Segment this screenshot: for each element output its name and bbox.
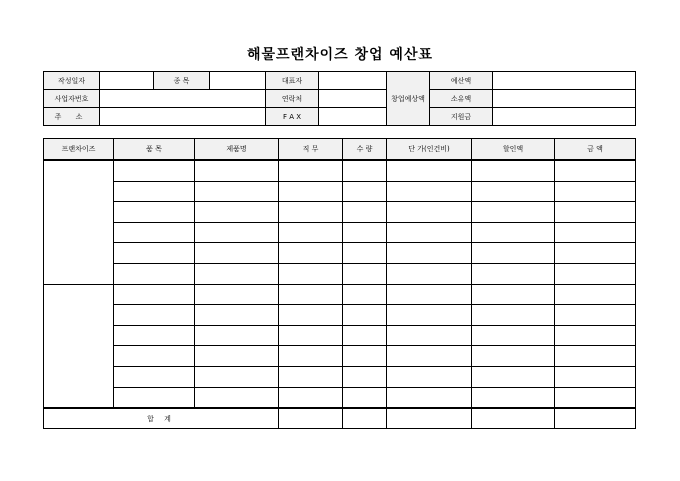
table-cell[interactable] xyxy=(195,346,279,367)
owned-label: 소유액 xyxy=(430,90,493,108)
table-cell[interactable] xyxy=(195,243,279,264)
table-cell[interactable] xyxy=(343,222,387,243)
info-row-3 xyxy=(44,108,636,126)
date-label: 작성일자 xyxy=(44,72,100,90)
table-row xyxy=(44,263,636,284)
table-cell[interactable] xyxy=(279,181,343,202)
table-cell[interactable] xyxy=(472,325,555,346)
table-cell[interactable] xyxy=(472,181,555,202)
table-cell[interactable] xyxy=(195,284,279,305)
table-cell[interactable] xyxy=(343,387,387,408)
table-cell[interactable] xyxy=(279,160,343,181)
sum-cell[interactable] xyxy=(555,408,636,429)
table-row xyxy=(44,243,636,264)
table-cell[interactable] xyxy=(555,243,636,264)
contact-label: 연락처 xyxy=(266,90,319,108)
table-cell[interactable] xyxy=(279,387,343,408)
table-row xyxy=(44,181,636,202)
table-cell[interactable] xyxy=(387,284,472,305)
table-cell[interactable] xyxy=(195,160,279,181)
info-row-2 xyxy=(44,90,636,108)
table-cell[interactable] xyxy=(279,243,343,264)
table-cell[interactable] xyxy=(387,263,472,284)
table-cell[interactable] xyxy=(472,202,555,223)
table-row xyxy=(44,202,636,223)
date-field[interactable] xyxy=(100,72,154,90)
header-discount: 할인액 xyxy=(472,139,555,161)
address-field[interactable] xyxy=(100,108,266,126)
support-label: 지원금 xyxy=(430,108,493,126)
table-cell[interactable] xyxy=(387,366,472,387)
table-cell[interactable] xyxy=(114,243,195,264)
sum-label: 합 계 xyxy=(44,408,279,429)
table-cell[interactable] xyxy=(555,305,636,326)
table-row xyxy=(44,222,636,243)
franchise-cell[interactable] xyxy=(44,160,114,284)
table-cell[interactable] xyxy=(387,181,472,202)
table-cell[interactable] xyxy=(555,346,636,367)
contact-field[interactable] xyxy=(319,90,387,108)
table-cell[interactable] xyxy=(195,263,279,284)
table-cell[interactable] xyxy=(114,305,195,326)
table-cell[interactable] xyxy=(195,181,279,202)
header-franchise: 프랜차이즈 xyxy=(44,139,114,161)
group-1 xyxy=(44,160,636,284)
table-cell[interactable] xyxy=(114,222,195,243)
table-cell[interactable] xyxy=(343,284,387,305)
table-cell[interactable] xyxy=(472,263,555,284)
table-cell[interactable] xyxy=(343,366,387,387)
table-cell[interactable] xyxy=(387,160,472,181)
table-cell[interactable] xyxy=(387,346,472,367)
table-cell[interactable] xyxy=(343,202,387,223)
table-cell[interactable] xyxy=(555,366,636,387)
header-quantity: 수 량 xyxy=(343,139,387,161)
table-row xyxy=(44,160,636,181)
table-cell[interactable] xyxy=(387,387,472,408)
page-title: 해물프랜차이즈 창업 예산표 xyxy=(246,47,434,63)
table-cell[interactable] xyxy=(279,305,343,326)
sum-cell[interactable] xyxy=(472,408,555,429)
header-duty: 직 무 xyxy=(279,139,343,161)
table-cell[interactable] xyxy=(472,222,555,243)
header-item: 품 목 xyxy=(114,139,195,161)
table-cell[interactable] xyxy=(387,243,472,264)
table-cell[interactable] xyxy=(195,366,279,387)
table-cell[interactable] xyxy=(343,325,387,346)
table-cell[interactable] xyxy=(195,202,279,223)
table-cell[interactable] xyxy=(114,160,195,181)
table-cell[interactable] xyxy=(555,387,636,408)
table-cell[interactable] xyxy=(555,284,636,305)
table-cell[interactable] xyxy=(279,325,343,346)
table-cell[interactable] xyxy=(343,346,387,367)
table-cell[interactable] xyxy=(114,181,195,202)
table-row xyxy=(44,387,636,408)
rep-label: 대표자 xyxy=(266,72,319,90)
table-cell[interactable] xyxy=(279,202,343,223)
sum-row xyxy=(44,408,636,429)
table-cell[interactable] xyxy=(114,284,195,305)
table-cell[interactable] xyxy=(472,160,555,181)
fax-field[interactable] xyxy=(319,108,387,126)
table-cell[interactable] xyxy=(555,222,636,243)
expected-label: 창업예상액 xyxy=(387,72,430,126)
table-row xyxy=(44,346,636,367)
table-cell[interactable] xyxy=(387,222,472,243)
table-cell[interactable] xyxy=(279,346,343,367)
table-cell[interactable] xyxy=(555,181,636,202)
table-cell[interactable] xyxy=(472,366,555,387)
header-unit-price: 단 가(인건비) xyxy=(387,139,472,161)
group-2 xyxy=(44,284,636,408)
table-cell[interactable] xyxy=(343,243,387,264)
table-cell[interactable] xyxy=(195,387,279,408)
sum-cell[interactable] xyxy=(387,408,472,429)
sum-cell[interactable] xyxy=(279,408,343,429)
table-cell[interactable] xyxy=(195,305,279,326)
table-cell[interactable] xyxy=(387,325,472,346)
table-cell[interactable] xyxy=(114,387,195,408)
table-cell[interactable] xyxy=(472,387,555,408)
address-label: 주 소 xyxy=(44,108,100,126)
bizno-label: 사업자번호 xyxy=(44,90,100,108)
table-cell[interactable] xyxy=(343,160,387,181)
table-cell[interactable] xyxy=(343,305,387,326)
info-table xyxy=(43,71,636,126)
rep-field[interactable] xyxy=(319,72,387,90)
table-cell[interactable] xyxy=(114,202,195,223)
table-cell[interactable] xyxy=(114,325,195,346)
info-row-1 xyxy=(44,72,636,90)
table-cell[interactable] xyxy=(279,366,343,387)
item-field[interactable] xyxy=(210,72,266,90)
table-cell[interactable] xyxy=(279,222,343,243)
table-row xyxy=(44,325,636,346)
table-cell[interactable] xyxy=(114,346,195,367)
franchise-cell[interactable] xyxy=(44,284,114,408)
table-header-row xyxy=(44,139,636,161)
table-cell[interactable] xyxy=(279,284,343,305)
table-row xyxy=(44,305,636,326)
table-cell[interactable] xyxy=(555,160,636,181)
sum-cell[interactable] xyxy=(343,408,387,429)
table-cell[interactable] xyxy=(195,222,279,243)
table-cell[interactable] xyxy=(387,202,472,223)
table-cell[interactable] xyxy=(472,243,555,264)
table-cell[interactable] xyxy=(472,305,555,326)
table-cell[interactable] xyxy=(555,325,636,346)
item-label: 종 목 xyxy=(154,72,210,90)
budget-label: 예산액 xyxy=(430,72,493,90)
table-cell[interactable] xyxy=(343,181,387,202)
owned-field[interactable] xyxy=(493,90,636,108)
table-row xyxy=(44,366,636,387)
table-row xyxy=(44,284,636,305)
table-cell[interactable] xyxy=(114,263,195,284)
table-cell[interactable] xyxy=(114,366,195,387)
header-product: 제품명 xyxy=(195,139,279,161)
table-cell[interactable] xyxy=(195,325,279,346)
header-amount: 금 액 xyxy=(555,139,636,161)
fax-label: F A X xyxy=(266,108,319,126)
table-cell[interactable] xyxy=(343,263,387,284)
table-cell[interactable] xyxy=(555,202,636,223)
budget-table xyxy=(43,138,636,429)
support-field[interactable] xyxy=(493,108,636,126)
table-cell[interactable] xyxy=(279,263,343,284)
bizno-field[interactable] xyxy=(100,90,266,108)
table-cell[interactable] xyxy=(472,284,555,305)
table-cell[interactable] xyxy=(555,263,636,284)
table-cell[interactable] xyxy=(387,305,472,326)
table-cell[interactable] xyxy=(472,346,555,367)
budget-field[interactable] xyxy=(493,72,636,90)
